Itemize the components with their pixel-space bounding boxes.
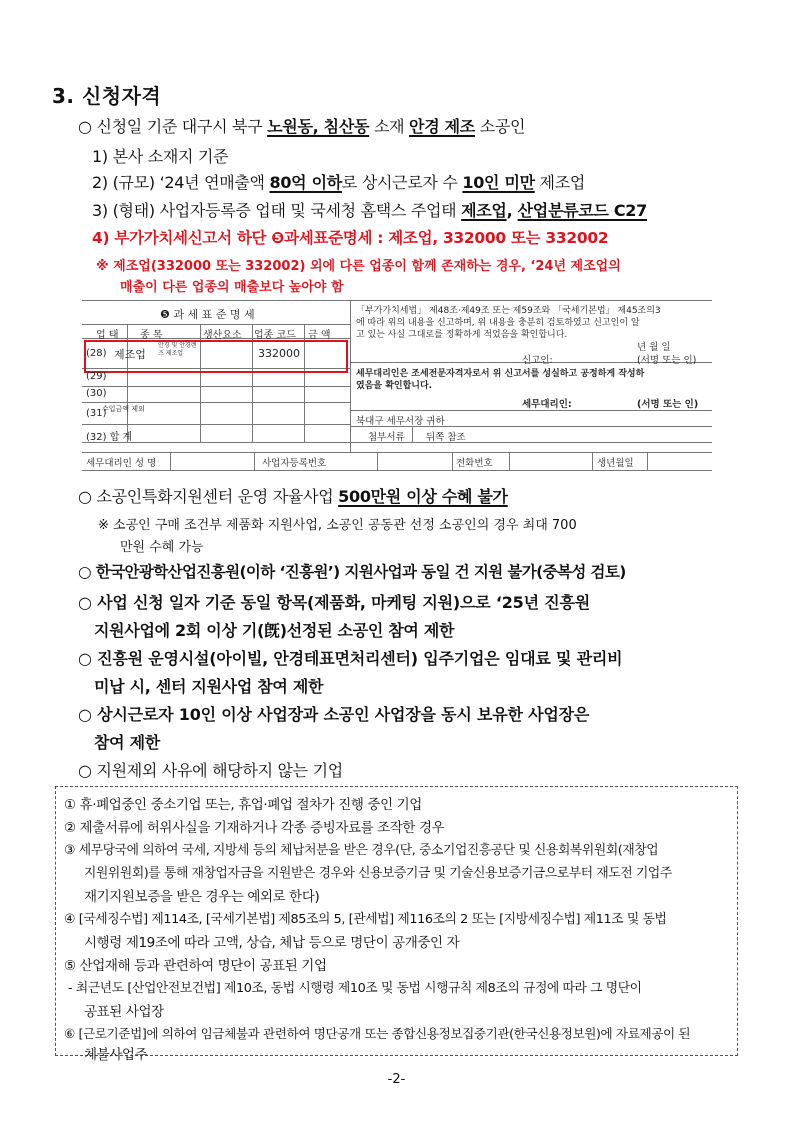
text: 소공인 <box>474 117 526 136</box>
text: 10인 미만 <box>462 173 535 192</box>
form-row-label: (31) <box>86 408 107 419</box>
form-footer-birth: 생년월일 <box>597 458 634 469</box>
form-reporter-sign: (서명 또는 인) <box>637 355 697 366</box>
text: 노원동, 침산동 <box>267 117 370 136</box>
exclusion-item: ④ [국세징수법] 제114조, [국세기본법] 제85조의 5, [관세법] 제116조의 2 또는 [지방세징수법] 제11조 및 동법 <box>64 912 667 927</box>
exclusion-item: 체불사업주 <box>84 1047 148 1063</box>
form-footer-biz: 사업자등록번호 <box>262 458 327 469</box>
exclusion-item: 공표된 사업장 <box>84 1004 164 1020</box>
form-header-industry: 업 태 <box>96 330 119 341</box>
criteria-tenant-line-1: ○ 진흥원 운영시설(아이빌, 안경테표면처리센터) 입주기업은 임대료 및 관리비 <box>78 649 623 668</box>
text: ○ 신청일 기준 대구시 북구 <box>78 117 268 136</box>
form-row-industry: 수입금액 제외 <box>102 405 145 413</box>
text: 3) (형태) 사업자등록증 업태 및 국세청 홈택스 주업태 <box>92 201 462 220</box>
text: 제조업 <box>461 201 507 220</box>
page-number: -2- <box>387 1072 406 1087</box>
form-attach: 첨부서류 <box>368 432 405 443</box>
form-row-item: 안경 및 안경렌즈 제조업 <box>158 342 197 357</box>
text: 2) (규모) ‘24년 연매출액 <box>92 173 270 192</box>
criteria-prior-selection-line-1: ○ 사업 신청 일자 기준 동일 항목(제품화, 마케팅 지원)으로 ‘25년 진흥원 <box>78 593 590 612</box>
note-2-line-2: 만원 수혜 가능 <box>120 540 204 555</box>
form-footer-phone: 전화번호 <box>456 458 493 469</box>
exclusion-item: 재기지원보증을 받은 경우는 예외로 한다) <box>84 889 320 905</box>
exclusion-item: ⑤ 산업재해 등과 관련하여 명단이 공표된 기업 <box>64 958 327 974</box>
tax-form-image <box>82 300 712 472</box>
text: ○ 소공인특화지원센터 운영 자율사업 <box>78 487 339 506</box>
criteria-workers-line-1: ○ 상시근로자 10인 이상 사업장과 소공인 사업장을 동시 보유한 사업장은 <box>78 705 590 724</box>
text: 500만원 이상 수혜 불가 <box>338 487 508 506</box>
section-title: 3. 신청자격 <box>52 84 162 108</box>
form-header-amount: 금 액 <box>308 330 331 341</box>
text: 80억 이하 <box>269 173 342 192</box>
text: 제조업 <box>534 173 586 192</box>
sub-item-1: 1) 본사 소재지 기준 <box>92 147 229 166</box>
form-text: 세무대리인은 조세전문자격자로서 위 신고서를 성실하고 공정하게 작성하 <box>356 369 645 379</box>
form-row-industry: 제조업 <box>114 348 146 361</box>
criteria-exclusion: ○ 지원제외 사유에 해당하지 않는 기업 <box>78 761 343 780</box>
sub-item-4: 4) 부가가치세신고서 하단 ❺과세표준명세 : 제조업, 332000 또는 332002 <box>92 229 609 247</box>
criteria-duplicate: ○ 한국안광학산업진흥원(이하 ‘진흥원’) 지원사업과 동일 건 지원 불가(중복성 검토) <box>78 563 626 581</box>
form-office: 북대구 세무서장 귀하 <box>356 416 445 427</box>
form-row-label: (28) <box>86 348 107 359</box>
form-date: 년 월 일 <box>637 342 671 353</box>
exclusion-item: ② 제출서류에 허위사실을 기재하거나 각종 증빙자료를 조작한 경우 <box>64 820 445 836</box>
form-header-elem: 생산요소 <box>203 330 242 341</box>
exclusion-item: 시행령 제19조에 따라 고액, 상습, 체납 등으로 명단이 공개중인 자 <box>84 935 460 951</box>
text: 안경 제조 <box>409 117 475 136</box>
form-agent: 세무대리인: <box>522 399 572 410</box>
criteria-workers-line-2: 참여 제한 <box>94 733 160 752</box>
form-text: 에 따라 위의 내용을 신고하며, 위 내용을 충분히 검토하였고 신고인이 알 <box>356 318 640 328</box>
criteria-tenant-line-2: 미납 시, 센터 지원사업 참여 제한 <box>94 677 324 696</box>
form-row-label: (30) <box>86 388 107 399</box>
exclusion-item: ① 휴·폐업중인 중소기업 또는, 휴업·폐업 절차가 진행 중인 기업 <box>64 797 422 813</box>
form-header-item: 종 목 <box>140 330 163 341</box>
form-text: 였음을 확인합니다. <box>356 381 433 391</box>
note-1-line-2: 매출이 다른 업종의 매출보다 높아야 함 <box>120 280 344 295</box>
form-title: ❺ 과 세 표 준 명 세 <box>160 308 255 321</box>
criteria-support-limit <box>78 484 508 507</box>
text: 산업분류코드 C27 <box>517 201 647 220</box>
exclusion-item: ③ 세무당국에 의하여 국세, 지방세 등의 체납처분을 받은 경우(단, 중소기업진흥공단 및 신용회복위원회(재창업 <box>64 843 659 858</box>
note-2-line-1: ※ 소공인 구매 조건부 제품화 지원사업, 소공인 공동관 선정 소공인의 경우 최대 700 <box>98 518 577 533</box>
form-row-code: 332000 <box>258 347 300 360</box>
note-1-line-1: ※ 제조업(332000 또는 332002) 외에 다른 업종이 함께 존재하는 경우, ‘24년 제조업의 <box>96 259 621 274</box>
criteria-location <box>78 114 525 137</box>
exclusion-list-box <box>55 786 738 1063</box>
form-header-code: 업종 코드 <box>254 330 296 341</box>
form-agent-sign: (서명 또는 인) <box>637 399 699 410</box>
form-row-label: (32) 합 계 <box>86 432 133 443</box>
form-row-label: (29) <box>86 371 107 382</box>
form-reporter: 신고인: <box>522 355 553 366</box>
form-footer-agent: 세무대리인 성 명 <box>86 458 157 469</box>
exclusion-item: 지원위원회)를 통해 재창업자금을 지원받은 경우와 신용보증기금 및 기술신용보증기금으로부터 재도전 기업주 <box>84 866 672 881</box>
text: 소재 <box>369 117 410 136</box>
exclusion-item: - 최근년도 [산업안전보건법] 제10조, 동법 시행령 제10조 및 동법 시행규칙 제8조의 규정에 따라 그 명단이 <box>68 981 642 996</box>
sub-item-2 <box>92 170 585 193</box>
sub-item-3 <box>92 198 647 221</box>
form-attach-ref: 뒤쪽 참조 <box>426 432 466 443</box>
text: 로 상시근로자 수 <box>341 173 463 192</box>
form-text: 「부가가치세법」 제48조·제49조 또는 제59조와 「국세기본법」 제45조의3 <box>356 306 661 316</box>
form-text: 고 있는 사실 그대로를 정확하게 적었음을 확인합니다. <box>356 330 568 340</box>
criteria-prior-selection-line-2: 지원사업에 2회 이상 기(旣)선정된 소공인 참여 제한 <box>94 621 455 640</box>
exclusion-item: ⑥ [근로기준법]에 의하여 임금체불과 관련하여 명단공개 또는 종합신용정보집중기관(한국신용정보원)에 자료제공이 된 <box>64 1026 691 1041</box>
highlight-box <box>84 340 348 373</box>
text: , <box>506 201 518 220</box>
